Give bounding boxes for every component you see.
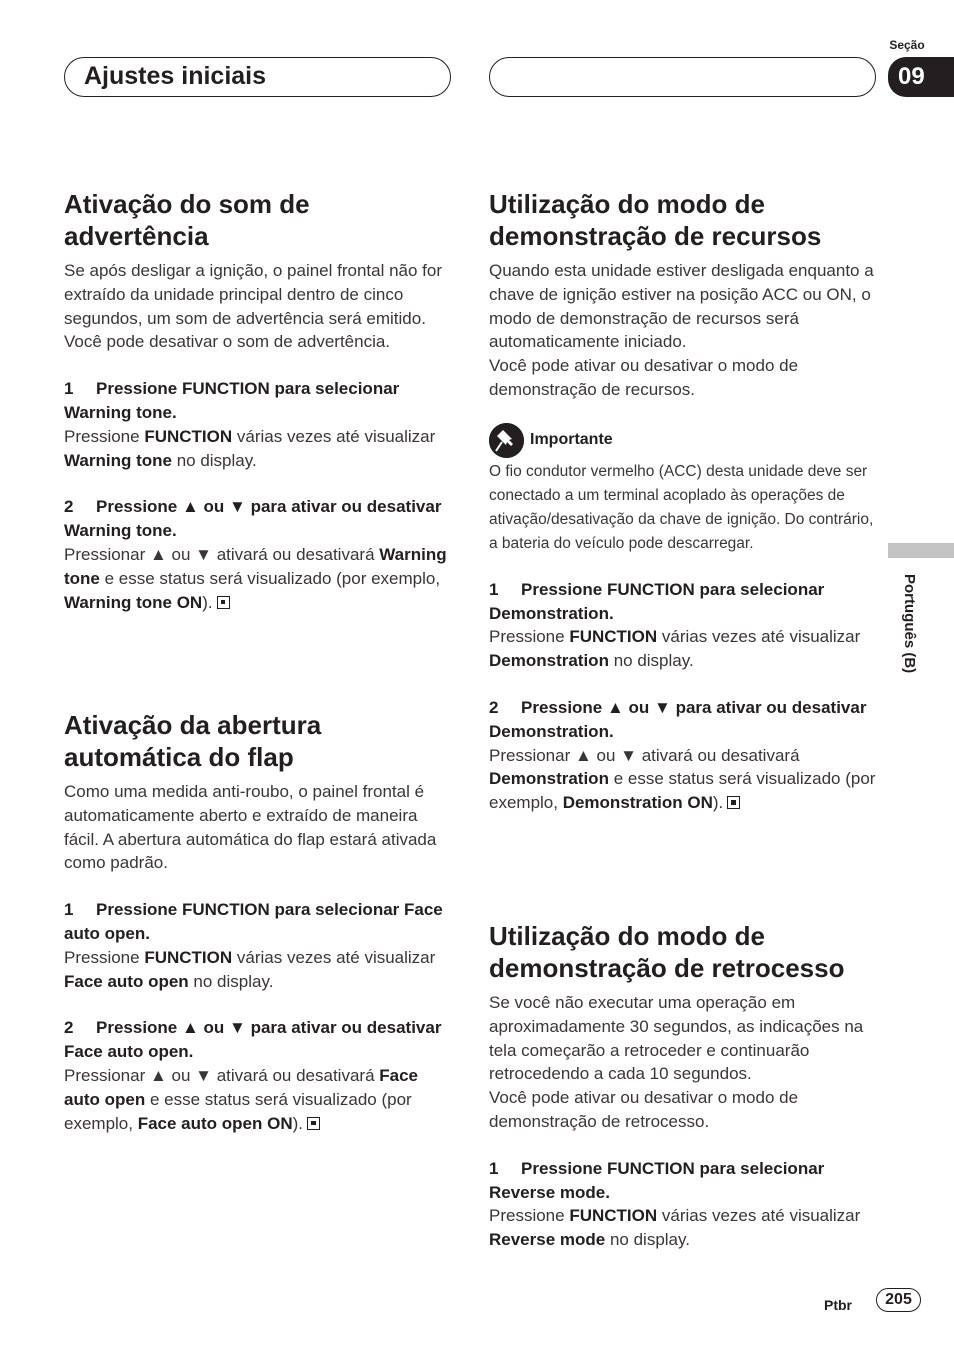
- text: Pressione: [64, 426, 145, 446]
- text: Pressionar ▲ ou ▼ ativará ou desativará: [64, 544, 380, 564]
- bold-term: Reverse mode: [489, 1230, 606, 1250]
- step-number: 1: [64, 900, 74, 920]
- step-heading: Pressione ▲ ou ▼ para ativar ou desativar Warning tone.: [64, 497, 442, 541]
- text: Pressionar ▲ ou ▼ ativará ou desativará: [489, 745, 800, 765]
- section-title: Ativação do som de advertência: [64, 189, 310, 251]
- page-title: Ajustes iniciais: [84, 62, 267, 90]
- text: no display.: [608, 651, 694, 671]
- step-heading: Pressione ▲ ou ▼ para ativar ou desativar Face auto open.: [64, 1018, 442, 1062]
- important-note-header: [489, 423, 877, 458]
- text: ).: [292, 1113, 304, 1133]
- side-language-label: Português (B): [901, 574, 918, 674]
- section-intro: Se você não executar uma operação em aproximadamente 30 segundos, as indicações na tela começarão a retroceder e continuarão retrocedendo a cada 10 segundos.: [489, 993, 864, 1084]
- end-of-section-icon: [217, 596, 230, 609]
- end-of-section-icon: [727, 796, 740, 809]
- section-intro: Como uma medida anti-roubo, o painel frontal é automaticamente aberto e extraído de maneira fácil. A abertura automática do flap estará ativada como padrão.: [64, 782, 437, 873]
- step-1: [64, 898, 452, 993]
- text: e esse status será visualizado (por exemplo,: [64, 1089, 412, 1133]
- header-right-frame: [489, 57, 876, 97]
- step-number: 2: [489, 697, 499, 717]
- section-label: Seção: [889, 38, 925, 52]
- section-intro-2: Você pode ativar ou desativar o modo de demonstração de recursos.: [489, 356, 799, 399]
- text: ).: [202, 592, 213, 612]
- step-number: 1: [64, 379, 74, 399]
- section-reverse-demo: [489, 920, 877, 1252]
- text: Pressione: [489, 1206, 570, 1226]
- text: várias vezes até visualizar: [657, 1206, 861, 1226]
- text: várias vezes até visualizar: [232, 947, 436, 967]
- bold-term: FUNCTION: [144, 426, 233, 446]
- section-intro-2: Você pode ativar ou desativar o modo de demonstração de retrocesso.: [489, 1088, 799, 1131]
- bold-term: Warning tone: [64, 450, 172, 470]
- section-face-auto-open: [64, 709, 452, 1135]
- text: no display.: [605, 1230, 690, 1250]
- bold-term: Demonstration ON: [562, 793, 713, 813]
- section-feature-demo: [489, 188, 877, 815]
- step-number: 1: [489, 1158, 499, 1178]
- pushpin-icon: [489, 423, 524, 458]
- section-number-badge: 09: [888, 57, 954, 97]
- bold-term: Face auto open ON: [137, 1113, 293, 1133]
- step-2: [64, 1016, 452, 1135]
- section-title: Utilização do modo de demonstração de recursos: [489, 189, 822, 251]
- section-title: Ativação da abertura automática do flap: [64, 710, 322, 772]
- step-1: [489, 1157, 877, 1252]
- bold-term: FUNCTION: [144, 947, 233, 967]
- text: ).: [712, 793, 724, 813]
- side-tab-marker: [888, 543, 954, 558]
- bold-term: Demonstration: [489, 769, 609, 789]
- important-text: O fio condutor vermelho (ACC) desta unidade deve ser conectado a um terminal acoplado às operações de ativação/desativação da chave de ignição. Do contrário, a bateria do veículo pode descarregar.: [489, 462, 874, 552]
- step-number: 1: [489, 579, 499, 599]
- step-heading: Pressione FUNCTION para selecionar Demonstration.: [489, 579, 825, 623]
- step-1: [64, 377, 452, 472]
- text: e esse status será visualizado (por exemplo,: [489, 769, 876, 813]
- text: no display.: [188, 971, 274, 991]
- step-heading: Pressione FUNCTION para selecionar Warning tone.: [64, 379, 400, 422]
- text: Pressione: [489, 627, 570, 647]
- section-warning-tone: [64, 188, 452, 614]
- important-label: Importante: [530, 431, 613, 449]
- text: várias vezes até visualizar: [232, 426, 436, 446]
- text: e esse status será visualizado (por exemplo,: [99, 568, 441, 588]
- bold-term: FUNCTION: [569, 627, 658, 647]
- step-heading: Pressione FUNCTION para selecionar Face auto open.: [64, 900, 443, 943]
- bold-term: Warning tone: [64, 544, 447, 588]
- section-intro: Se após desligar a ignição, o painel frontal não for extraído da unidade principal dentro de cinco segundos, um som de advertência será emitido. Você pode desativar o som de advertência.: [64, 261, 443, 352]
- step-2: [489, 696, 877, 815]
- section-title: Utilização do modo de demonstração de retrocesso: [489, 921, 845, 983]
- step-number: 2: [64, 497, 74, 517]
- bold-term: Face auto open: [64, 1065, 418, 1109]
- step-number: 2: [64, 1018, 74, 1038]
- page-number: 205: [876, 1288, 921, 1312]
- step-2: [64, 495, 452, 614]
- bold-term: Warning tone ON: [64, 592, 203, 612]
- end-of-section-icon: [307, 1117, 320, 1130]
- text: várias vezes até visualizar: [657, 627, 861, 647]
- bold-term: Face auto open: [64, 971, 189, 991]
- text: Pressione: [64, 947, 145, 967]
- step-heading: Pressione ▲ ou ▼ para ativar ou desativar Demonstration.: [489, 697, 867, 741]
- bold-term: FUNCTION: [569, 1206, 658, 1226]
- text: Pressionar ▲ ou ▼ ativará ou desativará: [64, 1065, 380, 1085]
- language-code: Ptbr: [824, 1297, 852, 1313]
- step-heading: Pressione FUNCTION para selecionar Reverse mode.: [489, 1158, 825, 1202]
- bold-term: Demonstration: [489, 651, 609, 671]
- text: no display.: [171, 450, 257, 470]
- section-intro: Quando esta unidade estiver desligada enquanto a chave de ignição estiver na posição ACC ou ON, o modo de demonstração de recursos será automaticamente iniciado.: [489, 261, 874, 352]
- step-1: [489, 578, 877, 673]
